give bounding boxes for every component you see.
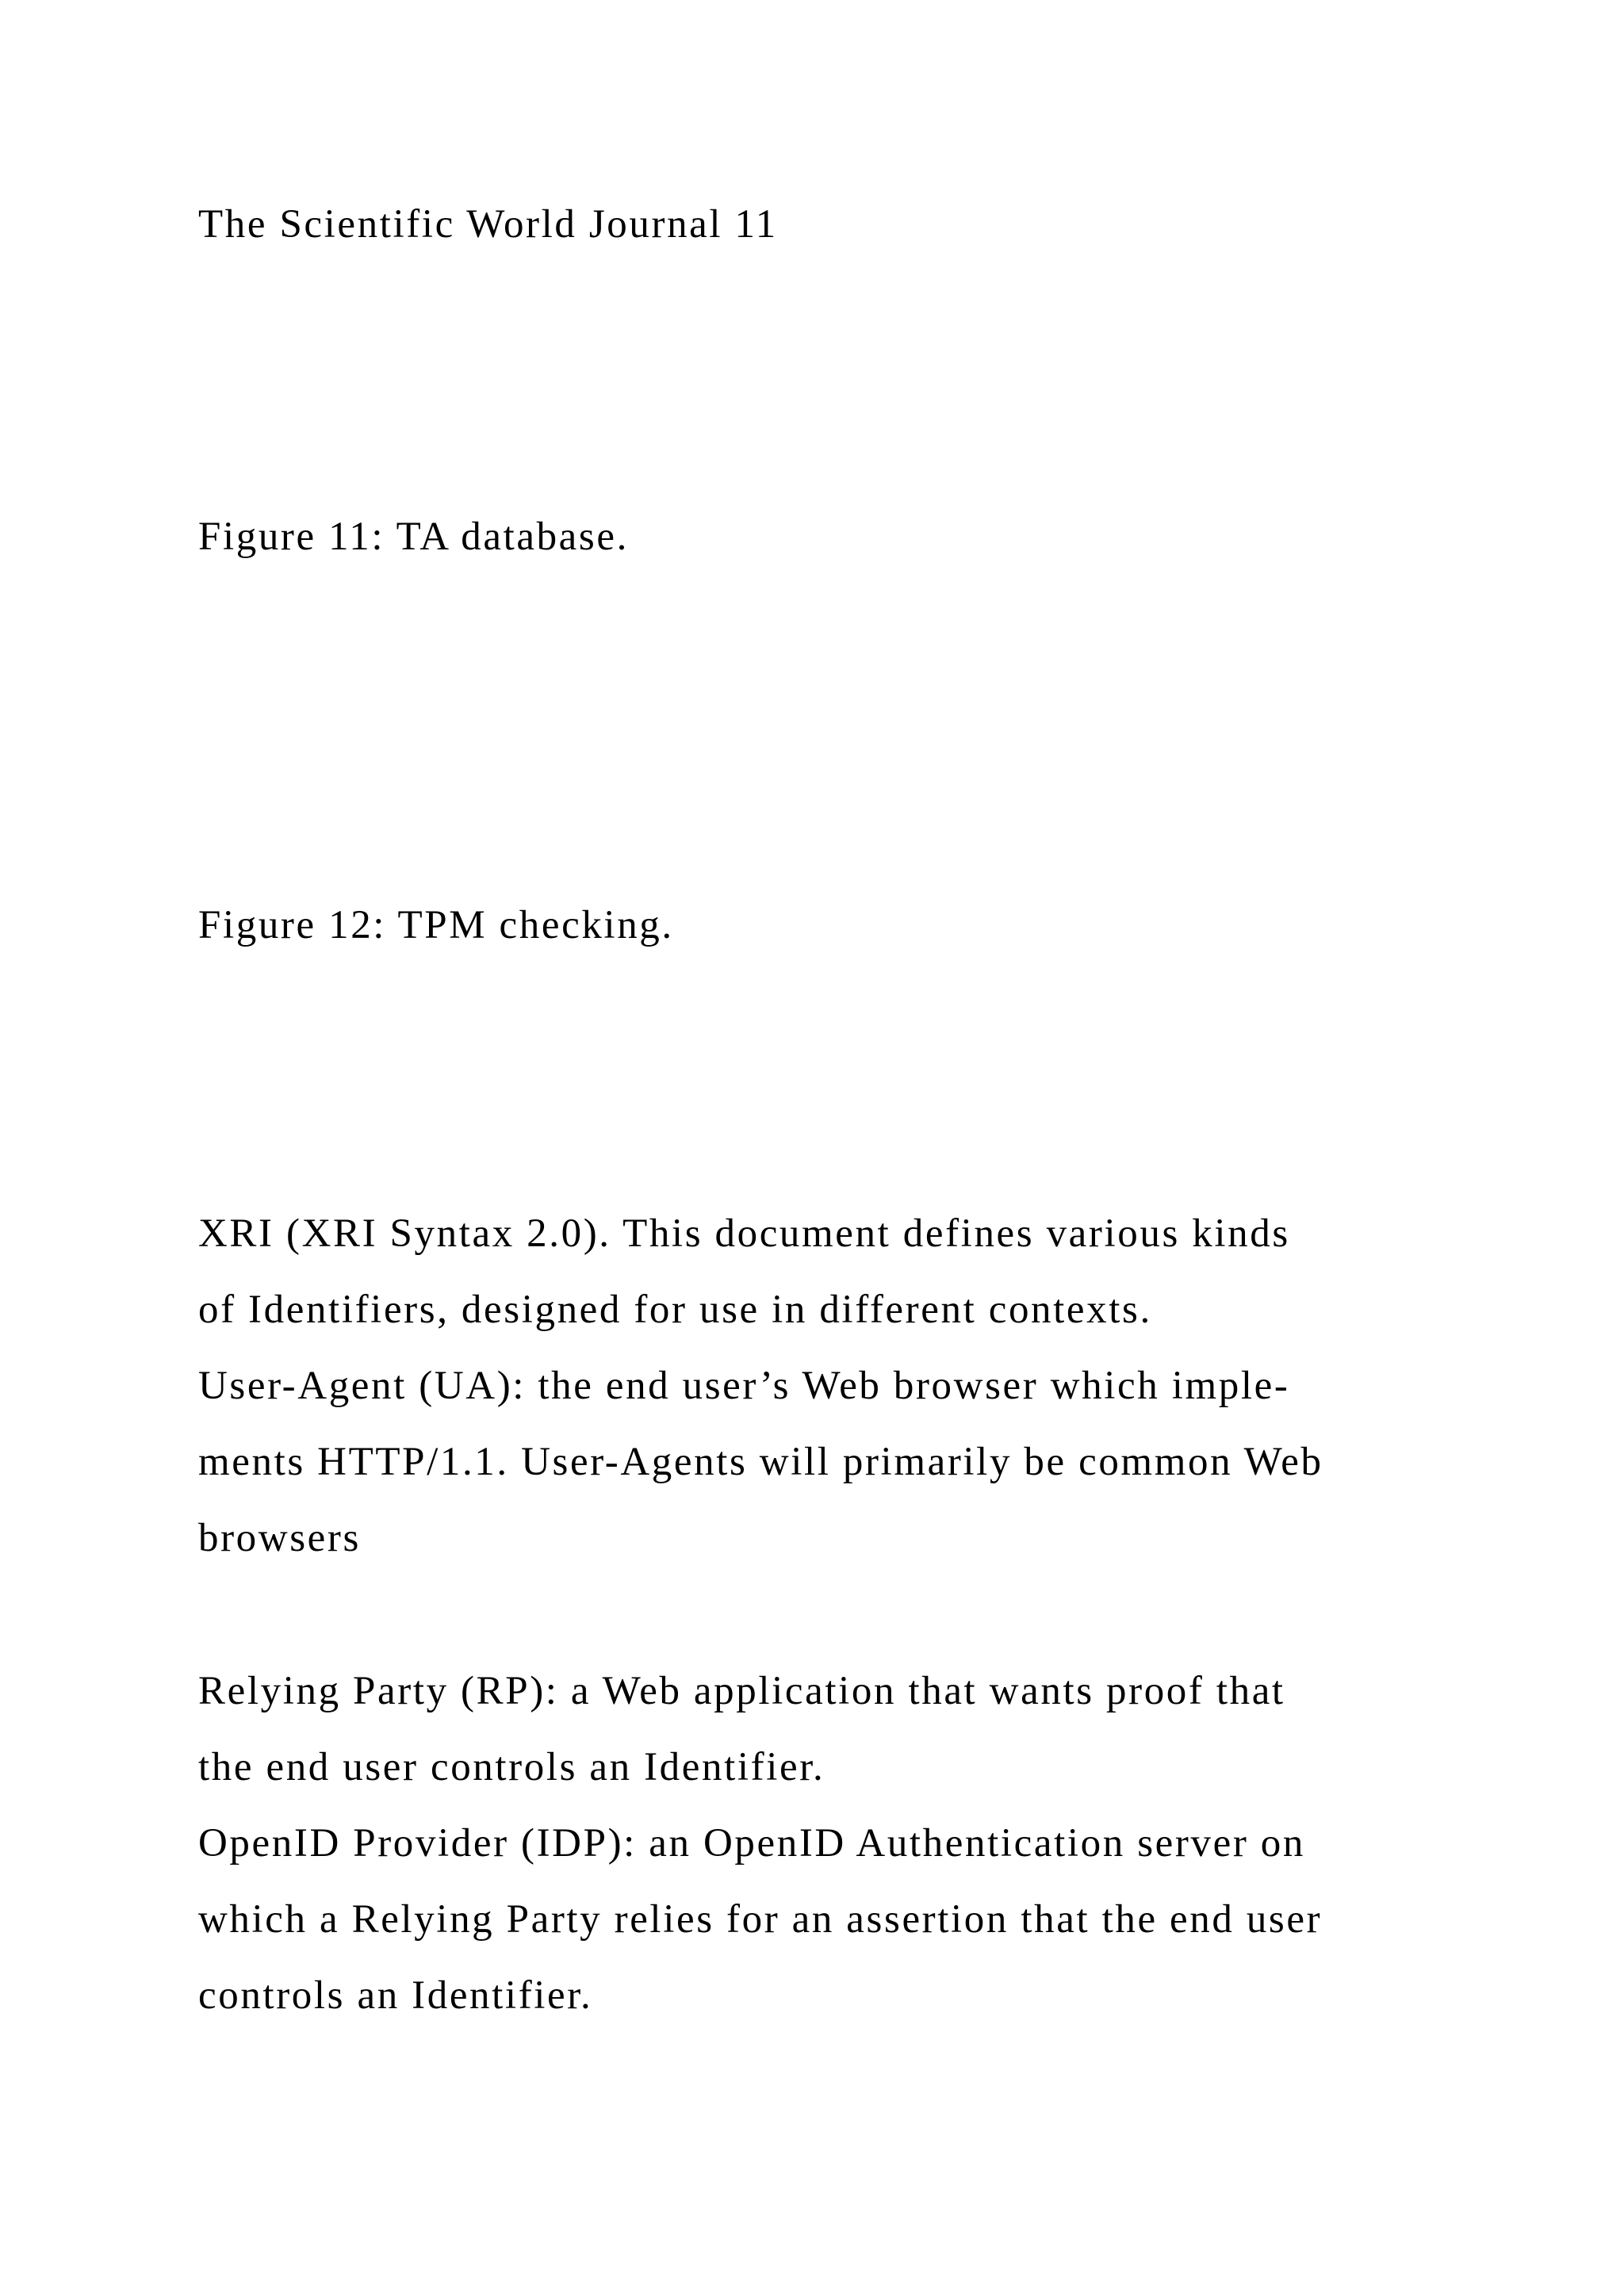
openid-provider-paragraph-line-2: which a Relying Party relies for an assertion that the end user [198, 1897, 1323, 1942]
user-agent-paragraph-line-3: browsers [198, 1516, 361, 1560]
relying-party-paragraph-line-2: the end user controls an Identifier. [198, 1745, 825, 1789]
xri-paragraph-line-2: of Identifiers, designed for use in different contexts. [198, 1288, 1152, 1332]
relying-party-paragraph-line-1: Relying Party (RP): a Web application that wants proof that [198, 1669, 1285, 1713]
user-agent-paragraph-line-2: ments HTTP/1.1. User-Agents will primarily be common Web [198, 1440, 1323, 1484]
user-agent-paragraph-line-1: User-Agent (UA): the end user’s Web browser which imple- [198, 1364, 1290, 1408]
openid-provider-paragraph-line-3: controls an Identifier. [198, 1973, 593, 2018]
figure-11-caption: Figure 11: TA database. [198, 515, 629, 559]
figure-12-caption: Figure 12: TPM checking. [198, 903, 674, 947]
openid-provider-paragraph-line-1: OpenID Provider (IDP): an OpenID Authentication server on [198, 1821, 1305, 1866]
xri-paragraph-line-1: XRI (XRI Syntax 2.0). This document defines various kinds [198, 1211, 1290, 1256]
running-header: The Scientific World Journal 11 [198, 202, 778, 247]
